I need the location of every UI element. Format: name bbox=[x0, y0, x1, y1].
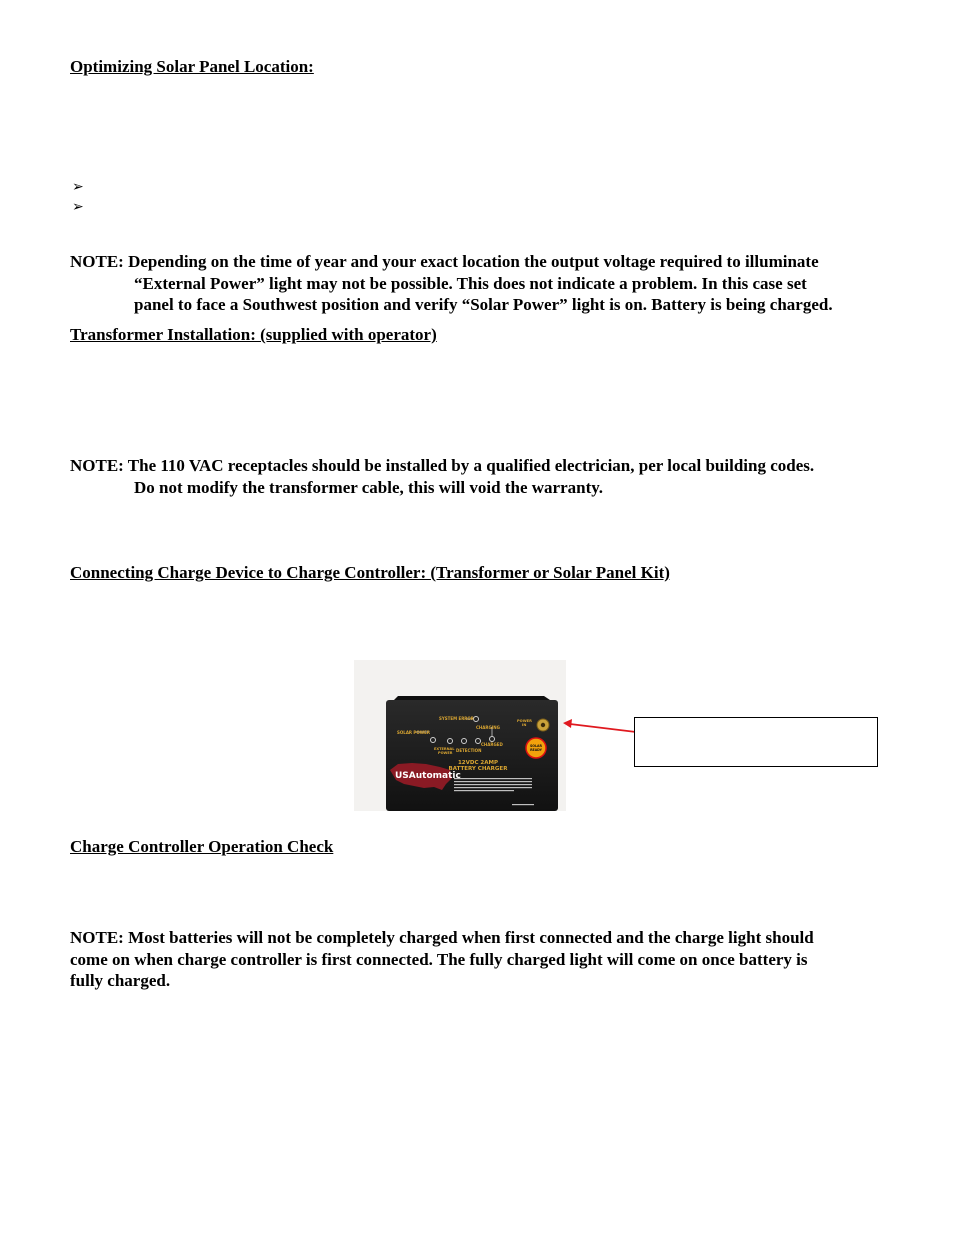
bullet-marker: ➢ bbox=[72, 200, 84, 215]
red-arrow-icon bbox=[560, 716, 640, 738]
note-line: NOTE: Most batteries will not be completely charged when first connected and the charge light should bbox=[70, 928, 814, 947]
note-line: come on when charge controller is first connected. The fully charged light will come on once battery is bbox=[70, 949, 808, 969]
charge-controller-drawing bbox=[354, 660, 566, 811]
label-power-in: POWER bbox=[517, 719, 532, 723]
bullet-list bbox=[72, 178, 84, 218]
led-detection bbox=[462, 739, 467, 744]
note-line: fully charged. bbox=[70, 971, 171, 990]
note-line: NOTE: Depending on the time of year and your exact location the output voltage required to illuminate bbox=[70, 252, 819, 271]
note-operation-check bbox=[70, 927, 814, 992]
label-charged: CHARGED bbox=[481, 742, 503, 747]
led-system-error bbox=[474, 717, 479, 722]
section-heading-transformer: Transformer Installation: (supplied with operator) bbox=[70, 325, 437, 344]
label-model-line2: BATTERY CHARGER bbox=[448, 766, 508, 772]
label-charging: CHARGING bbox=[476, 725, 500, 730]
badge-text-line1: SOLAR bbox=[530, 744, 542, 748]
led-external-power bbox=[448, 739, 453, 744]
led-solar-power bbox=[431, 738, 436, 743]
note-solar-location bbox=[70, 251, 833, 316]
label-detection: DETECTION bbox=[456, 748, 482, 753]
note-transformer bbox=[70, 455, 814, 498]
led-charged bbox=[476, 739, 481, 744]
label-model-line1: 12VDC 2AMP bbox=[457, 760, 499, 766]
bullet-marker: ➢ bbox=[72, 180, 84, 195]
note-line: Do not modify the transformer cable, this will void the warranty. bbox=[134, 477, 604, 497]
callout-box bbox=[634, 717, 878, 767]
section-heading-solar-location: Optimizing Solar Panel Location: bbox=[70, 57, 314, 76]
note-line: panel to face a Southwest position and verify “Solar Power” light is on. Battery is being charged. bbox=[134, 295, 833, 314]
note-line: “External Power” light may not be possible. This does not indicate a problem. In this case set bbox=[134, 273, 807, 293]
label-external-power: EXTERNAL bbox=[434, 747, 455, 751]
label-system-error: SYSTEM ERROR bbox=[439, 716, 474, 721]
brand-logo: USAutomatic bbox=[395, 771, 461, 781]
label-power-in-2: IN bbox=[522, 723, 527, 727]
label-external-power-2: POWER bbox=[438, 751, 453, 755]
led-charging bbox=[490, 737, 495, 742]
badge-text-line2: READY bbox=[530, 748, 542, 752]
device-lid bbox=[394, 696, 550, 700]
section-heading-operation-check: Charge Controller Operation Check bbox=[70, 837, 334, 856]
power-jack-pin bbox=[541, 723, 545, 727]
note-line: NOTE: The 110 VAC receptacles should be installed by a qualified electrician, per local building codes. bbox=[70, 456, 815, 475]
section-heading-connecting: Connecting Charge Device to Charge Controller: (Transformer or Solar Panel Kit) bbox=[70, 563, 670, 582]
charge-controller-image bbox=[354, 660, 566, 811]
label-solar-power: SOLAR POWER bbox=[397, 730, 430, 735]
